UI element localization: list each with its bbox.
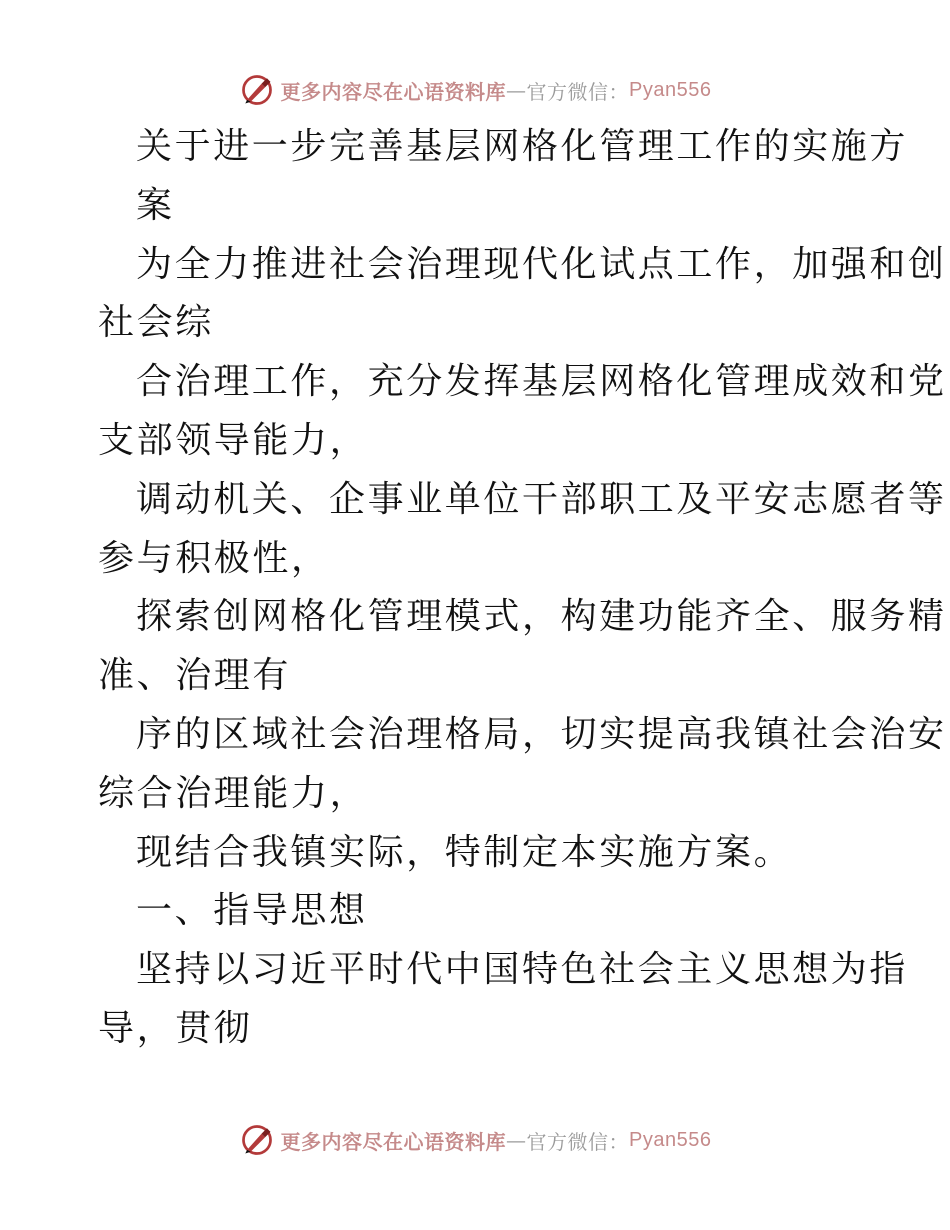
paragraph-line: 调动机关、企事业单位干部职工及平安志愿者等 <box>136 478 947 520</box>
banner-wechat-id: Pyan556 <box>629 78 712 101</box>
doc-title-line-2: 案 <box>136 184 175 226</box>
banner-wechat-label: 官方微信： <box>526 1129 630 1154</box>
banner-main-text: 更多内容尽在心语资料库 <box>280 79 507 104</box>
paragraph-line: 导，贯彻 <box>98 1007 253 1049</box>
paragraph-line: 坚持以习近平时代中国特色社会主义思想为指 <box>136 949 909 991</box>
pen-logo-icon <box>239 1122 275 1158</box>
paragraph-line: 综合治理能力， <box>98 772 369 814</box>
paragraph-line: 为全力推进社会治理现代化试点工作，加强和创 <box>136 243 947 285</box>
banner-wechat-label: 官方微信： <box>526 79 630 104</box>
banner-text <box>281 76 712 105</box>
banner-main-text: 更多内容尽在心语资料库 <box>280 1129 507 1154</box>
paragraph-line: 序的区域社会治理格局，切实提高我镇社会治安 <box>136 713 947 755</box>
banner-separator: — <box>506 1128 527 1152</box>
document-body <box>98 118 947 1059</box>
paragraph-line: 探索创网格化管理模式，构建功能齐全、服务精 <box>136 596 947 638</box>
paragraph-line: 现结合我镇实际，特制定本实施方案。 <box>136 831 793 873</box>
footer-banner <box>0 1120 950 1160</box>
doc-title-line-1: 关于进一步完善基层网格化管理工作的实施方 <box>136 126 909 167</box>
paragraph-line: 参与积极性， <box>98 537 330 579</box>
section-heading: 一、指导思想 <box>136 890 368 932</box>
header-banner <box>0 70 950 110</box>
pen-logo-icon <box>239 72 275 108</box>
paragraph-line: 支部领导能力， <box>98 419 369 461</box>
banner-wechat-id: Pyan556 <box>629 1128 712 1151</box>
banner-separator: — <box>506 78 527 102</box>
paragraph-line: 准、治理有 <box>98 655 292 697</box>
paragraph-line: 社会综 <box>98 302 214 344</box>
paragraph-line: 合治理工作，充分发挥基层网格化管理成效和党 <box>136 361 947 403</box>
banner-text <box>281 1126 712 1155</box>
